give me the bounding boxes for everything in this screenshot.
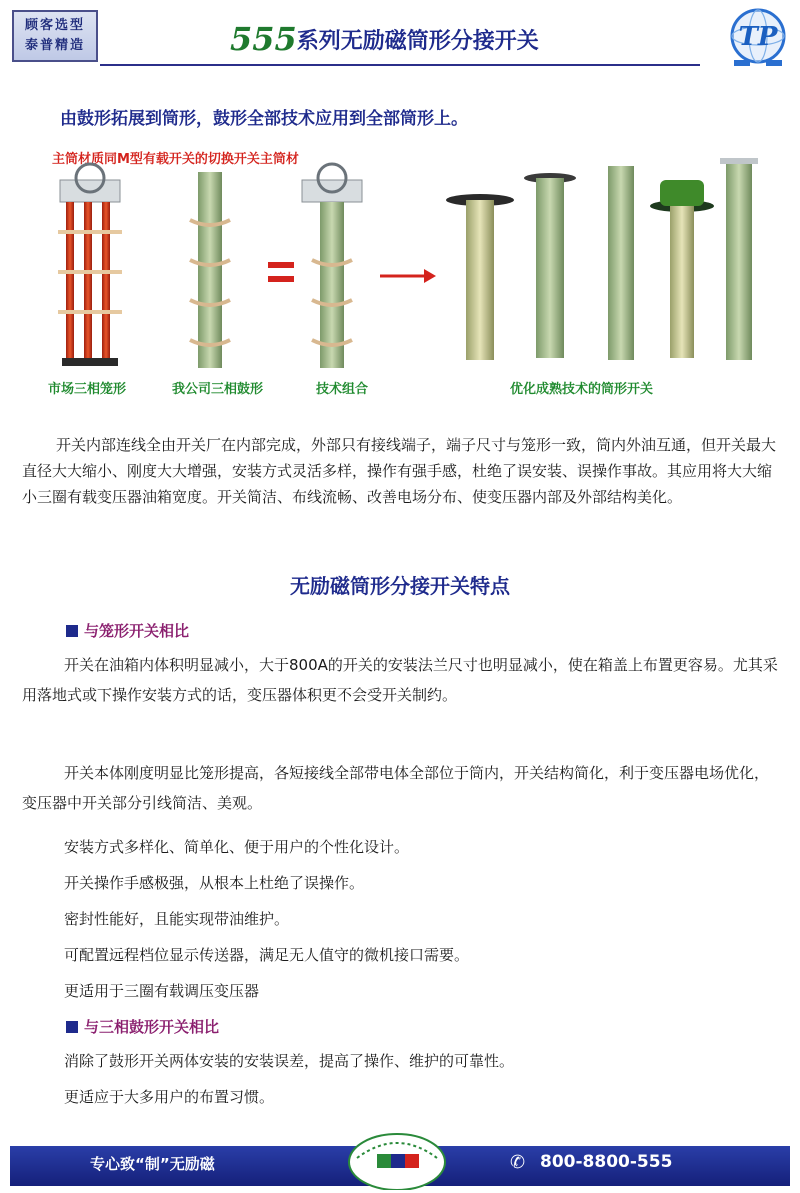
tube-switches-image <box>446 158 758 360</box>
product-images <box>40 150 780 390</box>
section1-item: 安装方式多样化、简单化、便于用户的个性化设计。 <box>64 838 410 856</box>
section2-heading: 与三相鼓形开关相比 <box>66 1016 219 1037</box>
section2-item: 消除了鼓形开关两体安装的安装误差，提高了操作、维护的可靠性。 <box>64 1052 515 1070</box>
header-divider <box>100 64 700 66</box>
section1-item: 密封性能好，且能实现带油维护。 <box>64 910 290 928</box>
intro-headline: 由鼓形拓展到筒形，鼓形全部技术应用到全部筒形上。 <box>60 109 468 129</box>
caption-tube: 优化成熟技术的筒形开关 <box>510 382 654 397</box>
section1-item: 开关操作手感极强，从根本上杜绝了误操作。 <box>64 874 365 892</box>
cage-switch-image <box>58 164 122 366</box>
section1-item: 更适用于三圈有载调压变压器 <box>64 982 260 1000</box>
caption-drum: 我公司三相鼓形 <box>172 382 264 397</box>
title-number: 555 <box>230 20 297 58</box>
features-title: 无励磁筒形分接开关特点 <box>290 574 510 598</box>
drum-switch-image <box>190 172 230 368</box>
phone-icon: ✆ <box>510 1152 526 1173</box>
footer-slogan: 专心致“制”无励磁 <box>90 1155 215 1173</box>
badge-line-1: 顾客选型 <box>24 18 85 33</box>
header-badge <box>12 10 98 62</box>
footer-phone: 800-8800-555 <box>540 1152 673 1172</box>
bullet-square-icon <box>66 1021 78 1033</box>
bullet-square-icon <box>66 625 78 637</box>
section1-paragraph-1: 开关在油箱内体积明显减小，大于800A的开关的安装法兰尺寸也明显减小，使在箱盖上布置更容易。尤其采用落地式或下操作安装方式的话，变压器体积更不会受开关制约。 <box>22 656 778 704</box>
section2-item: 更适应于大多用户的布置习惯。 <box>64 1088 275 1106</box>
intro-paragraph <box>22 432 782 510</box>
company-logo-icon <box>728 8 788 68</box>
section1-paragraph-2: 开关本体刚度明显比笼形提高，各短接线全部带电体全部位于筒内，开关结构简化，利于变压器电场优化，变压器中开关部分引线简洁、美观。 <box>22 764 770 812</box>
footer-emblem-icon <box>347 1128 447 1190</box>
section1-heading: 与笼形开关相比 <box>66 620 189 641</box>
title-text: 系列无励磁筒形分接开关 <box>296 29 539 54</box>
combo-switch-image <box>302 164 362 368</box>
section1-item: 可配置远程档位显示传送器，满足无人值守的微机接口需要。 <box>64 946 470 964</box>
badge-line-2: 泰普精造 <box>24 38 85 53</box>
page-title <box>230 20 610 60</box>
caption-combo: 技术组合 <box>316 382 369 397</box>
svg-text:TP: TP <box>738 22 778 52</box>
image-caption-top: 主筒材质同M型有载开关的切换开关主筒材 <box>52 152 299 167</box>
equals-sign <box>268 262 294 268</box>
caption-cage: 市场三相笼形 <box>48 382 127 397</box>
intro-paragraph-text: 开关内部连线全由开关厂在内部完成，外部只有接线端子，端子尺寸与笼形一致，筒内外油互通，但开关最大直径大大缩小、刚度大大增强，安装方式灵活多样，操作有强手感，杜绝了误安装、误操作事故。其应用将大大缩小三圈有载变压器油箱宽度。开关简洁、布线流畅、改善电场分布、使变压器内部及外部结构美化。 <box>22 436 777 506</box>
